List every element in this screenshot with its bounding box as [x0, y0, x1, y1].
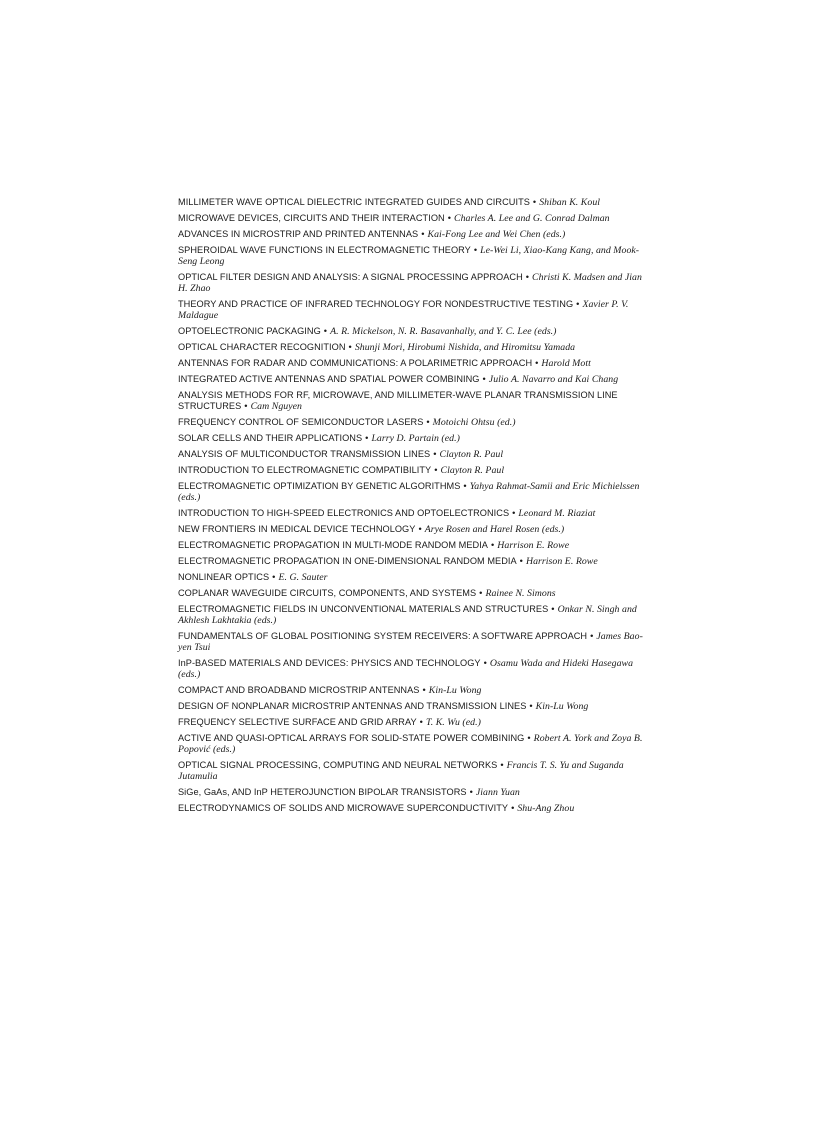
list-item: [178, 508, 648, 519]
bullet-separator: •: [365, 433, 369, 443]
list-item: [178, 433, 648, 444]
book-authors: Motoichi Ohtsu (ed.): [432, 417, 516, 428]
book-title: INTRODUCTION TO ELECTROMAGNETIC COMPATIBILITY: [178, 465, 432, 475]
book-authors: Christi K. Madsen and Jian H. Zhao: [178, 272, 642, 294]
list-item: [178, 787, 648, 798]
bullet-separator: •: [426, 417, 430, 427]
book-title: InP-BASED MATERIALS AND DEVICES: PHYSICS AND TECHNOLOGY: [178, 658, 481, 668]
book-title: INTEGRATED ACTIVE ANTENNAS AND SPATIAL POWER COMBINING: [178, 374, 480, 384]
list-item: [178, 760, 648, 782]
book-title: FREQUENCY CONTROL OF SEMICONDUCTOR LASERS: [178, 417, 424, 427]
bullet-separator: •: [473, 245, 478, 255]
bullet-separator: •: [434, 465, 438, 475]
book-title: ANTENNAS FOR RADAR AND COMMUNICATIONS: A POLARIMETRIC APPROACH: [178, 358, 533, 368]
bullet-separator: •: [551, 604, 555, 614]
book-title: MILLIMETER WAVE OPTICAL DIELECTRIC INTEGRATED GUIDES AND CIRCUITS: [178, 197, 530, 207]
list-item: [178, 358, 648, 369]
list-item: [178, 197, 648, 208]
bullet-separator: •: [576, 299, 580, 309]
bullet-separator: •: [323, 326, 328, 336]
list-item: [178, 701, 648, 712]
book-title: OPTOELECTRONIC PACKAGING: [178, 326, 321, 336]
list-item: [178, 524, 648, 535]
book-title: SOLAR CELLS AND THEIR APPLICATIONS: [178, 433, 363, 443]
book-authors: Jiann Yuan: [475, 787, 520, 798]
book-authors: Shunji Mori, Hirobumi Nishida, and Hiromitsu Yamada: [354, 342, 576, 353]
book-title: OPTICAL SIGNAL PROCESSING, COMPUTING AND NEURAL NETWORKS: [178, 760, 498, 770]
book-title: SPHEROIDAL WAVE FUNCTIONS IN ELECTROMAGNETIC THEORY: [178, 245, 471, 255]
book-authors: Julio A. Navarro and Kai Chang: [488, 374, 619, 385]
list-item: [178, 588, 648, 599]
list-item: [178, 417, 648, 428]
book-authors: E. G. Sauter: [278, 572, 328, 583]
book-authors: Osamu Wada and Hideki Hasegawa (eds.): [178, 658, 634, 680]
book-authors: Rainee N. Simons: [485, 588, 556, 599]
list-item: [178, 342, 648, 353]
book-authors: Clayton R. Paul: [440, 465, 505, 476]
bullet-separator: •: [463, 481, 467, 491]
bullet-separator: •: [421, 229, 425, 239]
book-authors: Leonard M. Riaziat: [518, 508, 596, 519]
list-item: [178, 326, 648, 337]
book-authors: James Bao-yen Tsui: [178, 631, 643, 653]
list-item: [178, 604, 648, 626]
list-item: [178, 556, 648, 567]
book-title: INTRODUCTION TO HIGH-SPEED ELECTRONICS AND OPTOELECTRONICS: [178, 508, 510, 518]
bullet-separator: •: [447, 213, 451, 223]
bullet-separator: •: [535, 358, 539, 368]
book-title: MICROWAVE DEVICES, CIRCUITS AND THEIR INTERACTION: [178, 213, 445, 223]
bullet-separator: •: [512, 508, 516, 518]
book-title: FUNDAMENTALS OF GLOBAL POSITIONING SYSTEM RECEIVERS: A SOFTWARE APPROACH: [178, 631, 588, 641]
book-title: ANALYSIS METHODS FOR RF, MICROWAVE, AND MILLIMETER-WAVE PLANAR TRANSMISSION LINE STRUCTURES: [178, 390, 618, 411]
list-item: [178, 540, 648, 551]
list-item: [178, 272, 648, 294]
book-title: ELECTROMAGNETIC OPTIMIZATION BY GENETIC ALGORITHMS: [178, 481, 461, 491]
list-item: [178, 717, 648, 728]
book-authors: Shiban K. Koul: [539, 197, 601, 208]
bullet-separator: •: [272, 572, 276, 582]
book-series-list: [178, 197, 648, 819]
book-title: NONLINEAR OPTICS: [178, 572, 270, 582]
book-title: ACTIVE AND QUASI-OPTICAL ARRAYS FOR SOLID-STATE POWER COMBINING: [178, 733, 525, 743]
book-authors: Charles A. Lee and G. Conrad Dalman: [453, 213, 610, 224]
bullet-separator: •: [469, 787, 473, 797]
list-item: [178, 390, 648, 412]
bullet-separator: •: [590, 631, 594, 641]
list-item: [178, 733, 648, 755]
book-authors: Onkar N. Singh and Akhlesh Lakhtakia (eds.): [178, 604, 637, 626]
bullet-separator: •: [482, 374, 486, 384]
book-title: COMPACT AND BROADBAND MICROSTRIP ANTENNAS: [178, 685, 420, 695]
book-authors: Cam Nguyen: [250, 401, 302, 412]
bullet-separator: •: [479, 588, 483, 598]
book-authors: Harold Mott: [541, 358, 591, 369]
book-authors: Harrison E. Rowe: [525, 556, 598, 567]
book-title: ELECTROMAGNETIC FIELDS IN UNCONVENTIONAL MATERIALS AND STRUCTURES: [178, 604, 549, 614]
book-authors: Kai-Fong Lee and Wei Chen (eds.): [427, 229, 566, 240]
list-item: [178, 465, 648, 476]
book-authors: Robert A. York and Zoya B. Popović (eds.): [178, 733, 643, 755]
book-title: THEORY AND PRACTICE OF INFRARED TECHNOLOGY FOR NONDESTRUCTIVE TESTING: [178, 299, 574, 309]
book-title: COPLANAR WAVEGUIDE CIRCUITS, COMPONENTS, AND SYSTEMS: [178, 588, 477, 598]
book-authors: Harrison E. Rowe: [497, 540, 570, 551]
book-title: ELECTRODYNAMICS OF SOLIDS AND MICROWAVE SUPERCONDUCTIVITY: [178, 803, 509, 813]
book-title: ANALYSIS OF MULTICONDUCTOR TRANSMISSION LINES: [178, 449, 431, 459]
list-item: [178, 481, 648, 503]
book-authors: Larry D. Partain (ed.): [371, 433, 460, 444]
list-item: [178, 229, 648, 240]
bullet-separator: •: [483, 658, 487, 668]
book-authors: Francis T. S. Yu and Suganda Jutamulia: [178, 760, 624, 782]
book-authors: Arye Rosen and Harel Rosen (eds.): [424, 524, 565, 535]
list-item: [178, 658, 648, 680]
book-authors: Clayton R. Paul: [439, 449, 504, 460]
bullet-separator: •: [419, 717, 423, 727]
list-item: [178, 299, 648, 321]
book-title: ELECTROMAGNETIC PROPAGATION IN MULTI-MODE RANDOM MEDIA: [178, 540, 488, 550]
bullet-separator: •: [529, 701, 533, 711]
book-title: SiGe, GaAs, AND InP HETEROJUNCTION BIPOLAR TRANSISTORS: [178, 787, 467, 797]
bullet-separator: •: [519, 556, 523, 566]
list-item: [178, 572, 648, 583]
list-item: [178, 631, 648, 653]
book-title: ADVANCES IN MICROSTRIP AND PRINTED ANTENNAS: [178, 229, 419, 239]
bullet-separator: •: [244, 401, 248, 411]
bullet-separator: •: [511, 803, 515, 813]
book-authors: Shu-Ang Zhou: [517, 803, 575, 814]
book-authors: Kin-Lu Wong: [535, 701, 589, 712]
book-authors: A. R. Mickelson, N. R. Basavanhally, and Y. C. Lee (eds.): [330, 326, 557, 337]
book-title: FREQUENCY SELECTIVE SURFACE AND GRID ARRAY: [178, 717, 417, 727]
list-item: [178, 245, 648, 267]
book-authors: Le-Wei Li, Xiao-Kang Kang, and Mook-Seng Leong: [178, 245, 640, 267]
bullet-separator: •: [500, 760, 504, 770]
book-authors: Kin-Lu Wong: [428, 685, 482, 696]
bullet-separator: •: [527, 733, 531, 743]
book-title: OPTICAL CHARACTER RECOGNITION: [178, 342, 346, 352]
bullet-separator: •: [490, 540, 495, 550]
book-title: DESIGN OF NONPLANAR MICROSTRIP ANTENNAS AND TRANSMISSION LINES: [178, 701, 527, 711]
bullet-separator: •: [418, 524, 422, 534]
list-item: [178, 803, 648, 814]
list-item: [178, 685, 648, 696]
list-item: [178, 213, 648, 224]
bullet-separator: •: [348, 342, 352, 352]
bullet-separator: •: [532, 197, 537, 207]
book-title: OPTICAL FILTER DESIGN AND ANALYSIS: A SIGNAL PROCESSING APPROACH: [178, 272, 523, 282]
bullet-separator: •: [525, 272, 530, 282]
book-authors: Yahya Rahmat-Samii and Eric Michielssen (eds.): [178, 481, 640, 503]
list-item: [178, 374, 648, 385]
list-item: [178, 449, 648, 460]
book-title: NEW FRONTIERS IN MEDICAL DEVICE TECHNOLOGY: [178, 524, 416, 534]
bullet-separator: •: [433, 449, 437, 459]
book-authors: T. K. Wu (ed.): [425, 717, 481, 728]
book-authors: Xavier P. V. Maldague: [178, 299, 629, 321]
book-title: ELECTROMAGNETIC PROPAGATION IN ONE-DIMENSIONAL RANDOM MEDIA: [178, 556, 517, 566]
bullet-separator: •: [422, 685, 426, 695]
